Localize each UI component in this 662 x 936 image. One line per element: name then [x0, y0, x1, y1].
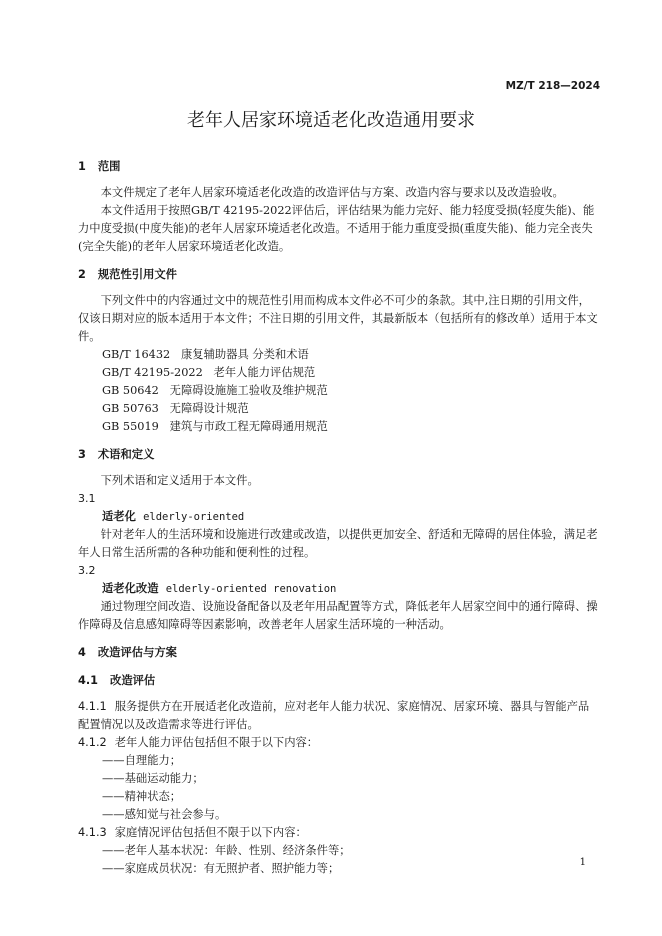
clause-text: 服务提供方在开展适老化改造前，应对老年人能力状况、家庭情况、居家环境、器具与智能产品配置情况以及改造需求等进行评估。: [78, 700, 590, 731]
list-item: ——家庭成员状况：有无照护者、照护能力等；: [102, 862, 340, 875]
page-number: 1: [579, 857, 586, 868]
term-heading: [78, 508, 600, 526]
section-heading-terms: [78, 446, 600, 464]
section-number: 2: [78, 268, 86, 281]
reference-item: [78, 364, 600, 382]
section-heading-normative-references: [78, 266, 600, 284]
clause: [78, 824, 600, 842]
clause: [78, 734, 600, 752]
term-en: elderly-oriented: [143, 511, 245, 523]
list-item: ——老年人基本状况：年龄、性别、经济条件等；: [102, 844, 351, 857]
paragraph: 本文件适用于按照GB/T 42195-2022评估后，评估结果为能力完好、能力轻度受损(轻度失能)、能力中度受损(中度失能)的老年人居家环境适老化改造。不适用于能力重度受损(重度失能)、能力完全丧失(完全失能)的老年人居家环境适老化改造。: [78, 204, 595, 253]
term-definition: 针对老年人的生活环境和设施进行改建或改造，以提供更加安全、舒适和无障碍的居住体验，满足老年人日常生活所需的各种功能和便利性的过程。: [78, 528, 598, 559]
section-heading-assessment: [78, 644, 600, 662]
section-title: 规范性引用文件: [97, 268, 177, 281]
clause-text: 家庭情况评估包括但不限于以下内容：: [114, 826, 307, 839]
reference-code: GB 50763: [102, 402, 159, 415]
reference-item: [78, 400, 600, 418]
reference-code: GB 50642: [102, 384, 159, 397]
list-item: ——精神状态；: [102, 790, 182, 803]
reference-code: GB/T 42195-2022: [102, 366, 203, 379]
list-item: ——感知觉与社会参与。: [102, 808, 227, 821]
term-heading: [78, 580, 600, 598]
section-title: 范围: [97, 160, 121, 173]
clause: [78, 698, 600, 734]
clause-number: 4.1.2: [78, 736, 107, 749]
subsection-heading: [78, 672, 600, 690]
reference-item: [78, 382, 600, 400]
list-item: ——自理能力；: [102, 754, 182, 767]
reference-item: [78, 418, 600, 436]
reference-name: 老年人能力评估规范: [213, 366, 316, 379]
term-en: elderly-oriented renovation: [165, 583, 337, 595]
list-item: ——基础运动能力；: [102, 772, 204, 785]
reference-name: 康复辅助器具 分类和术语: [180, 348, 309, 361]
subsection-title: 改造评估: [110, 674, 156, 687]
clause-number: 4.1.3: [78, 826, 107, 839]
section-title: 改造评估与方案: [97, 646, 177, 659]
paragraph: 本文件规定了老年人居家环境适老化改造的改造评估与方案、改造内容与要求以及改造验收。: [100, 186, 564, 199]
clause-text: 老年人能力评估包括但不限于以下内容：: [114, 736, 319, 749]
paragraph: 下列文件中的内容通过文中的规范性引用而构成本文件必不可少的条款。其中,注日期的引用文件，仅该日期对应的版本适用于本文件；不注日期的引用文件，其最新版本（包括所有的修改单）适用于本文件。: [78, 294, 598, 343]
term-number: 3.1: [78, 492, 96, 505]
document-body: [78, 158, 600, 878]
term-number: 3.2: [78, 564, 96, 577]
section-number: 1: [78, 160, 86, 173]
term-definition: 通过物理空间改造、设施设备配备以及老年用品配置等方式，降低老年人居家空间中的通行障碍、操作障碍及信息感知障碍等因素影响，改善老年人居家生活环境的一种活动。: [78, 600, 598, 631]
paragraph: 下列术语和定义适用于本文件。: [100, 474, 259, 487]
reference-code: GB/T 16432: [102, 348, 171, 361]
reference-code: GB 55019: [102, 420, 159, 433]
term-zh: 适老化: [102, 510, 136, 523]
section-heading-scope: [78, 158, 600, 176]
standard-code: MZ/T 218—2024: [505, 80, 600, 92]
subsection-number: 4.1: [78, 674, 99, 687]
reference-name: 无障碍设施施工验收及维护规范: [169, 384, 328, 397]
reference-name: 建筑与市政工程无障碍通用规范: [169, 420, 328, 433]
clause-number: 4.1.1: [78, 700, 107, 713]
section-title: 术语和定义: [97, 448, 155, 461]
document-title: 老年人居家环境适老化改造通用要求: [187, 110, 475, 131]
term-zh: 适老化改造: [102, 582, 159, 595]
section-number: 4: [78, 646, 86, 659]
section-number: 3: [78, 448, 86, 461]
reference-item: [78, 346, 600, 364]
reference-name: 无障碍设计规范: [169, 402, 249, 415]
